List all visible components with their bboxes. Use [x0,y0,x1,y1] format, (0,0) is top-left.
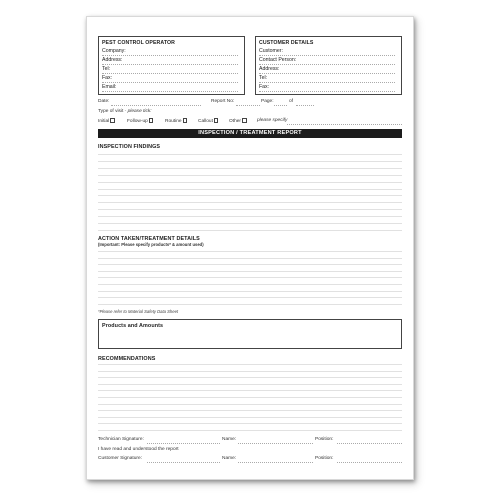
customer-name-label: Name: [222,456,237,461]
writing-line[interactable] [98,264,402,265]
writing-line[interactable] [98,230,402,231]
checkbox-icon[interactable] [242,118,247,123]
visit-option-label: Initial [98,119,110,124]
customer-contact-field[interactable]: Contact Person: [259,57,395,65]
report-form-sheet [86,16,414,480]
writing-line[interactable] [98,284,402,285]
visit-specify-field[interactable] [287,124,402,125]
customer-address-field[interactable]: Address: [259,66,395,74]
writing-line[interactable] [98,175,402,176]
recommendations-heading: RECOMMENDATIONS [98,356,156,362]
writing-line[interactable] [98,277,402,278]
writing-line[interactable] [98,397,402,398]
writing-line[interactable] [98,223,402,224]
visit-option-follow-up[interactable] [127,118,153,124]
visit-option-other[interactable] [229,118,247,124]
writing-line[interactable] [98,430,402,431]
writing-line[interactable] [98,154,402,155]
writing-line[interactable] [98,271,402,272]
customer-signature-field[interactable] [147,462,220,463]
operator-box-title: PEST CONTROL OPERATOR [102,40,176,46]
msds-note: *Please refer to Material Safety Data Sheet [98,309,179,314]
visit-option-label: Follow-up [127,119,148,124]
visit-specify-label: please specify [257,118,288,123]
writing-line[interactable] [98,297,402,298]
writing-line[interactable] [98,168,402,169]
page-total-field[interactable] [296,105,314,106]
operator-address-field[interactable]: Address: [102,57,238,65]
products-amounts-heading: Products and Amounts [102,323,164,329]
pest-control-operator-box [98,36,245,95]
writing-line[interactable] [98,423,402,424]
report-no-label: Report No: [211,99,235,104]
operator-company-field[interactable]: Company: [102,48,238,56]
technician-signature-field[interactable] [147,443,220,444]
visit-option-callout[interactable] [198,118,218,124]
writing-line[interactable] [98,304,402,305]
writing-line[interactable] [98,189,402,190]
visit-type-label [98,109,152,114]
customer-position-field[interactable] [337,462,402,463]
technician-position-label: Position: [315,437,334,442]
writing-line[interactable] [98,209,402,210]
checkbox-icon[interactable] [214,118,219,123]
page-of-label: of [289,99,294,104]
writing-line[interactable] [98,161,402,162]
checkbox-icon[interactable] [183,118,188,123]
customer-position-label: Position: [315,456,334,461]
visit-option-initial[interactable] [98,118,115,124]
customer-name-field[interactable] [238,462,313,463]
checkbox-icon[interactable] [110,118,115,123]
visit-option-label: Other [229,119,241,124]
writing-line[interactable] [98,251,402,252]
action-taken-heading: ACTION TAKEN/TREATMENT DETAILS [98,236,200,242]
products-amounts-box[interactable] [98,319,402,349]
acknowledgement-text: I have read and understood the report [98,447,179,452]
writing-line[interactable] [98,371,402,372]
writing-line[interactable] [98,404,402,405]
date-label: Date: [98,99,110,104]
operator-fax-field[interactable]: Fax: [102,75,238,83]
customer-tel-field[interactable]: Tel: [259,75,395,83]
checkbox-icon[interactable] [149,118,154,123]
writing-line[interactable] [98,182,402,183]
inspection-findings-heading: INSPECTION FINDINGS [98,144,161,150]
customer-signature-label: Customer Signature: [98,456,142,461]
writing-line[interactable] [98,390,402,391]
writing-line[interactable] [98,410,402,411]
visit-type-text: Type of visit [98,109,124,114]
writing-line[interactable] [98,384,402,385]
report-banner: INSPECTION / TREATMENT REPORT [98,129,402,138]
date-field[interactable] [111,105,201,106]
action-taken-subheading: (Important: Please specify products* & amount used) [98,242,204,247]
writing-line[interactable] [98,258,402,259]
technician-signature-label: Technician Signature: [98,437,144,442]
writing-line[interactable] [98,364,402,365]
writing-line[interactable] [98,202,402,203]
report-no-field[interactable] [236,105,260,106]
technician-name-label: Name: [222,437,237,442]
customer-box-title: CUSTOMER DETAILS [259,40,314,46]
operator-email-field[interactable]: Email: [102,84,238,92]
writing-line[interactable] [98,216,402,217]
writing-line[interactable] [98,417,402,418]
writing-line[interactable] [98,195,402,196]
operator-tel-field[interactable]: Tel: [102,66,238,74]
visit-option-routine[interactable] [165,118,187,124]
customer-details-box [255,36,402,95]
customer-fax-field[interactable]: Fax: [259,84,395,92]
technician-name-field[interactable] [238,443,313,444]
page-field[interactable] [274,105,287,106]
technician-position-field[interactable] [337,443,402,444]
customer-name-field[interactable]: Customer: [259,48,395,56]
visit-option-label: Callout [198,119,213,124]
visit-option-label: Routine [165,119,182,124]
visit-type-hint: - please tick: [124,109,152,114]
page-label: Page: [261,99,274,104]
writing-line[interactable] [98,377,402,378]
writing-line[interactable] [98,291,402,292]
